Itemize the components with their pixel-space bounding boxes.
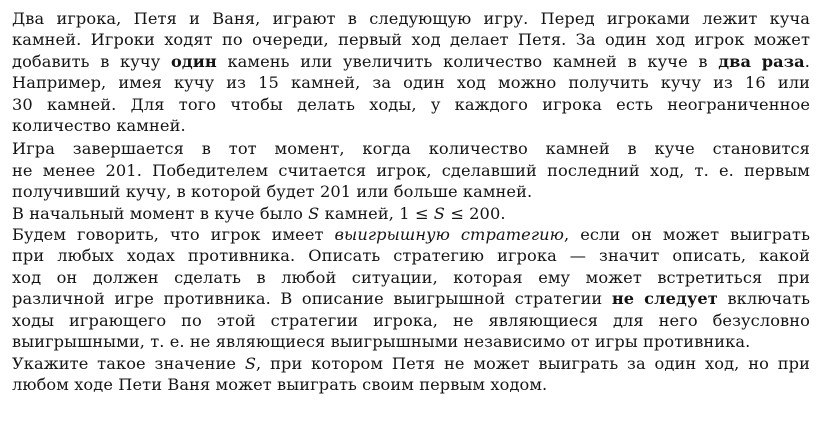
text-line: не менее 201. Победителем считается игрок, сделавший последний ход, т. е. первым [12, 160, 810, 180]
text-line: Игра завершается в тот момент, когда количество камней в куче становится [12, 139, 810, 159]
text-run: В начальный момент в куче было [12, 203, 309, 223]
text-run: Будем говорить, что игрок имеет [12, 225, 335, 245]
text-line [12, 203, 810, 224]
variable-s: S [433, 203, 445, 223]
paragraph-initial-state [12, 203, 810, 224]
text-run: , если он может выиграть [564, 225, 810, 245]
variable-s: S [308, 203, 320, 223]
bold-term-times: раза [761, 51, 805, 71]
text-line [12, 224, 810, 245]
text-run [751, 52, 762, 71]
text-line: камней. Игроки ходят по очереди, первый ход делает Петя. За один ход игрок может [12, 30, 810, 50]
text-run: камень или увеличить количество камней в куче в [216, 51, 719, 71]
text-line [12, 288, 810, 309]
text-line: 30 камней. Для того чтобы делать ходы, у каждого игрока есть неограниченное [12, 94, 810, 114]
text-line: ходы играющего по этой стратегии игрока, не являющиеся для него безусловно [12, 310, 810, 330]
text-line [12, 353, 810, 374]
bold-term-one: один [170, 51, 217, 71]
bold-term-two: два [718, 51, 752, 71]
text-line: ход он должен сделать в любой ситуации, которая ему может встретиться при [12, 267, 810, 287]
text-line: получивший кучу, в которой будет 201 или больше камней. [12, 182, 533, 202]
text-run: добавить в кучу [12, 51, 171, 71]
text-run: камней, 1 ≤ [319, 203, 434, 223]
paragraph-game-rules [12, 8, 810, 136]
text-run: различной игре противника. В описание выигрышной стратегии [12, 289, 612, 309]
text-line: выигрышными, т. е. не являющиеся выигрышными независимо от игры противника. [12, 332, 751, 352]
variable-s: S [244, 353, 257, 373]
italic-term-winning-strategy: выигрышную стратегию [334, 225, 564, 245]
text-run: ≤ 200. [445, 203, 506, 223]
bold-term-should-not: не следует [611, 289, 718, 309]
paragraph-strategy-definition [12, 224, 810, 352]
text-run: Укажите такое значение [12, 353, 245, 373]
text-line [12, 51, 810, 72]
text-run: . [804, 51, 810, 71]
paragraph-end-condition [12, 138, 810, 202]
paragraph-question [12, 353, 810, 396]
text-run: включать [717, 289, 810, 309]
text-line: любом ходе Пети Ваня может выиграть своим первым ходом. [12, 374, 548, 394]
text-line: количество камней. [12, 116, 186, 136]
text-line: при любых ходах противника. Описать стратегию игрока — значит описать, какой [12, 246, 810, 266]
text-run: , при котором Петя не может выиграть за один ход, но при [256, 353, 810, 373]
text-line: Два игрока, Петя и Ваня, играют в следующую игру. Перед игроками лежит куча [12, 9, 810, 28]
text-line: Например, имея кучу из 15 камней, за один ход можно получить кучу из 16 или [12, 73, 810, 93]
